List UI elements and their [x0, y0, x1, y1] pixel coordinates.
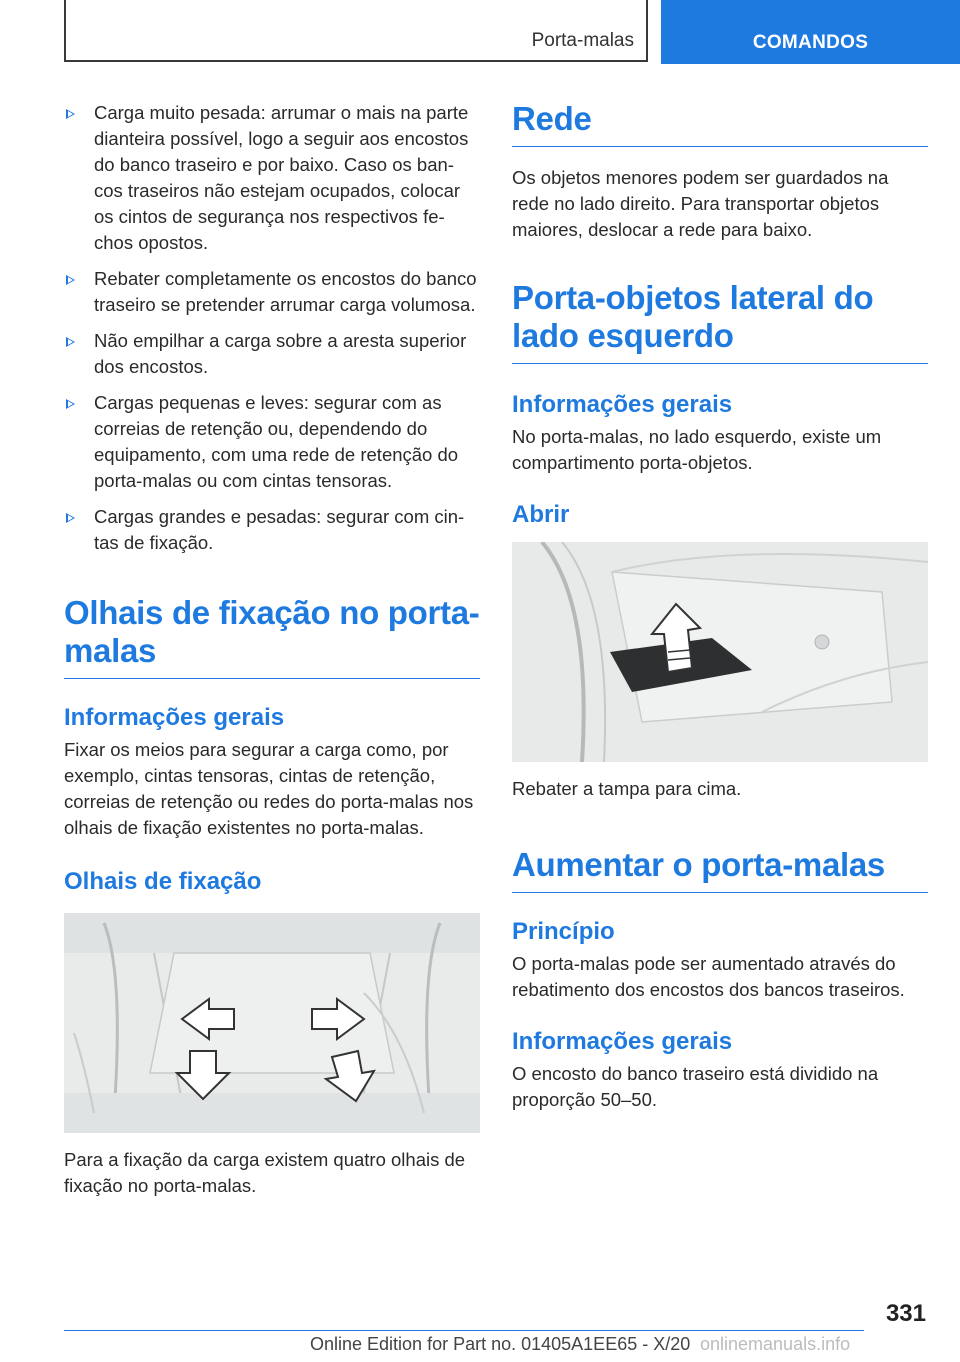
list-item: Não empilhar a carga sobre a aresta superior dos encostos.: [64, 328, 480, 380]
side-compartment-drawing: [512, 542, 928, 762]
left-column: [64, 100, 480, 1199]
triangle-bullet-icon: [66, 399, 75, 409]
subsection-title-info-1: Informações gerais: [512, 391, 733, 418]
page-number: 331: [885, 1300, 926, 1327]
rede-paragraph: Os objetos menores podem ser guardados na rede no lado direito. Para transportar objetos maiores, deslocar a rede para baixo.: [512, 167, 889, 240]
figure-caption: Para a fixação da carga existem quatro olhais de fixação no porta-malas.: [64, 1149, 466, 1196]
info1-paragraph: No porta-malas, no lado esquerdo, existe um compartimento porta-objetos.: [512, 426, 882, 473]
abrir-caption: Rebater a tampa para cima.: [512, 778, 742, 799]
section-title-aumentar: Aumentar o porta-malas: [512, 846, 928, 893]
subsection-title-abrir: Abrir: [512, 501, 570, 528]
list-item: Cargas pequenas e leves: segurar com as correias de retenção ou, dependendo do equipamento, com uma rede de retenção do porta-malas ou com cintas tensoras.: [64, 390, 480, 494]
triangle-bullet-icon: [66, 109, 75, 119]
right-column: [512, 100, 928, 1113]
loading-bullet-list: [64, 100, 480, 556]
subsection-title-principio: Princípio: [512, 918, 615, 945]
info-paragraph: Fixar os meios para segurar a carga como, por exemplo, cintas tensoras, cintas de retenção, correias de retenção ou redes do porta-malas nos olhais de fixação existentes no porta-malas.: [64, 739, 474, 838]
watermark-text: onlinemanuals.info: [700, 1334, 851, 1354]
footer-divider: [64, 1330, 864, 1331]
subsection-title-info: Informações gerais: [64, 704, 285, 731]
list-item: Rebater completamente os encostos do banco traseiro se pretender arrumar carga volumosa.: [64, 266, 480, 318]
footer-edition: [310, 1334, 690, 1355]
section-title-olhais: Olhais de fixação no porta-malas: [64, 594, 480, 679]
principio-paragraph: O porta-malas pode ser aumentado através do rebatimento dos encostos dos bancos traseiros.: [512, 953, 905, 1000]
subsection-title-info-2: Informações gerais: [512, 1028, 733, 1055]
side-compartment-illustration: [512, 542, 928, 762]
triangle-bullet-icon: [66, 275, 75, 285]
subsection-title-olhais-fixacao: Olhais de fixação: [64, 868, 262, 895]
info2-paragraph: O encosto do banco traseiro está dividido na proporção 50–50.: [512, 1063, 879, 1110]
list-item: Cargas grandes e pesadas: segurar com cin-tas de fixação.: [64, 504, 480, 556]
header-tab-comandos: COMANDOS: [661, 0, 960, 64]
triangle-bullet-icon: [66, 513, 75, 523]
section-title-porta-objetos: Porta-objetos lateral do lado esquerdo: [512, 279, 928, 364]
trunk-floor-drawing: [64, 913, 480, 1133]
header-section-title: Porta-malas: [531, 30, 634, 51]
section-title-rede: Rede: [512, 100, 928, 147]
trunk-anchor-illustration: [64, 913, 480, 1133]
edition-text: Online Edition for Part no. 01405A1EE65 - X/20: [310, 1334, 691, 1354]
triangle-bullet-icon: [66, 337, 75, 347]
list-item: Carga muito pesada: arrumar o mais na parte dianteira possível, logo a seguir aos encostos do banco traseiro e por baixo. Caso os ban-cos traseiros não estejam ocupados, colocar os cintos de segurança nos respectivos fe-chos opostos.: [64, 100, 480, 256]
header-frame: [64, 0, 648, 62]
